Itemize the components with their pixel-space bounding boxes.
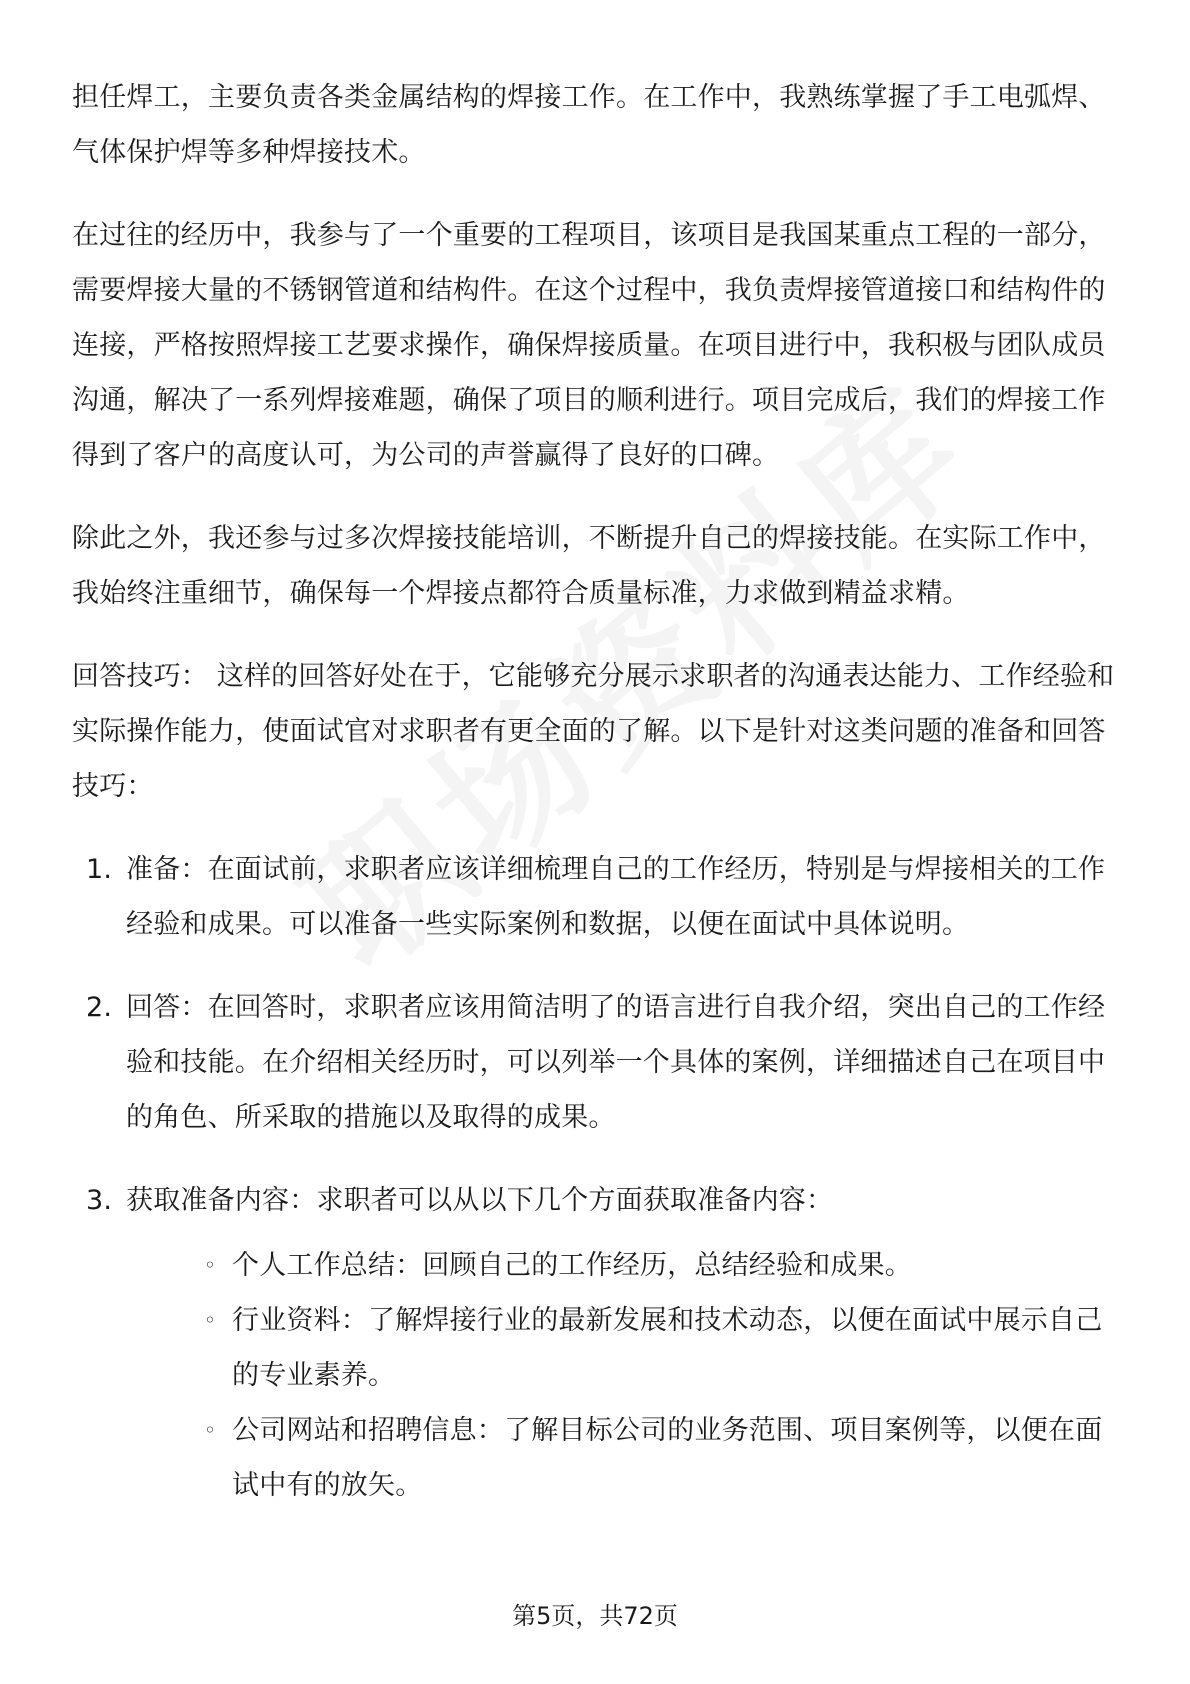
bullet-item [126, 1293, 1118, 1403]
list-item [72, 980, 1118, 1145]
list-item-text: 回答：在回答时，求职者应该用简洁明了的语言进行自我介绍，突出自己的工作经验和技能。在介绍相关经历时，可以列举一个具体的案例，详细描述自己在项目中的角色、所采取的措施以及取得的成果。 [126, 992, 1106, 1133]
bullet-item-text: 个人工作总结：回顾自己的工作经历，总结经验和成果。 [232, 1250, 912, 1281]
bullet-item-text: 公司网站和招聘信息：了解目标公司的业务范围、项目案例等，以便在面试中有的放矢。 [232, 1415, 1103, 1501]
list-item-text: 获取准备内容：求职者可以从以下几个方面获取准备内容： [126, 1185, 834, 1216]
bullet-item [126, 1238, 1118, 1293]
list-item [72, 842, 1118, 952]
page-content [72, 70, 1118, 1541]
bullet-item-text: 行业资料：了解焊接行业的最新发展和技术动态，以便在面试中展示自己的专业素养。 [232, 1305, 1103, 1391]
ordered-list [72, 842, 1118, 1513]
paragraph-3: 除此之外，我还参与过多次焊接技能培训，不断提升自己的焊接技能。在实际工作中，我始终注重细节，确保每一个焊接点都符合质量标准，力求做到精益求精。 [72, 523, 1106, 609]
paragraph-2: 在过往的经历中，我参与了一个重要的工程项目，该项目是我国某重点工程的一部分，需要焊接大量的不锈钢管道和结构件。在这个过程中，我负责焊接管道接口和结构件的连接，严格按照焊接工艺要求操作，确保焊接质量。在项目进行中，我积极与团队成员沟通，解决了一系列焊接难题，确保了项目的顺利进行。项目完成后，我们的焊接工作得到了客户的高度认可，为公司的声誉赢得了良好的口碑。 [72, 220, 1106, 471]
list-number: 3. [86, 1185, 113, 1216]
list-number: 2. [86, 992, 113, 1023]
page-number-footer: 第5页，共72页 [512, 1602, 678, 1630]
bullet-circle-icon: ◦ [204, 1253, 216, 1277]
bullet-circle-icon: ◦ [204, 1418, 216, 1442]
bullet-item [126, 1403, 1118, 1513]
paragraph-1: 担任焊工，主要负责各类金属结构的焊接工作。在工作中，我熟练掌握了手工电弧焊、气体保护焊等多种焊接技术。 [72, 82, 1106, 168]
bullet-list [126, 1238, 1118, 1513]
list-item-text: 准备：在面试前，求职者应该详细梳理自己的工作经历，特别是与焊接相关的工作经验和成果。可以准备一些实际案例和数据，以便在面试中具体说明。 [126, 854, 1106, 940]
bullet-circle-icon: ◦ [204, 1308, 216, 1332]
paragraph-answer-tips: 回答技巧： 这样的回答好处在于，它能够充分展示求职者的沟通表达能力、工作经验和实际操作能力，使面试官对求职者有更全面的了解。以下是针对这类问题的准备和回答技巧： [72, 661, 1115, 802]
list-number: 1. [86, 854, 113, 885]
list-item [72, 1173, 1118, 1513]
